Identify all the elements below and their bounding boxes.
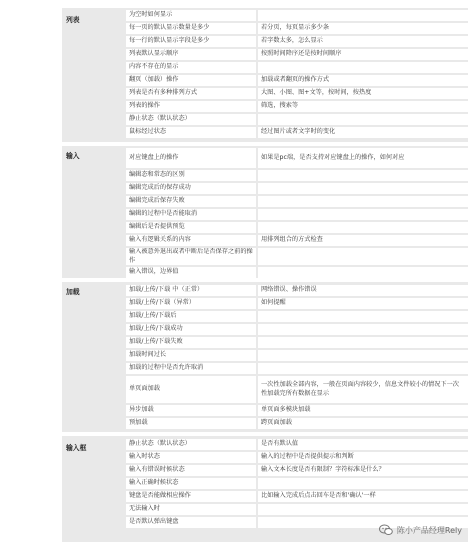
item-cell: 加载/上传/下载失败 [126, 337, 256, 348]
item-cell: 加载/上传/下载后 [126, 311, 256, 322]
note-cell [258, 324, 468, 335]
note-cell: 如何提醒 [258, 298, 468, 309]
table-row [126, 363, 468, 374]
note-cell [258, 248, 468, 265]
table-row [126, 311, 468, 322]
note-cell [258, 363, 468, 374]
table-row [126, 23, 468, 34]
note-cell: 网络错误、操作错误 [258, 285, 468, 296]
table-row [126, 491, 468, 502]
item-cell: 输入有错误时候状态 [126, 465, 256, 476]
note-cell: 筛选，搜索等 [258, 101, 468, 112]
table-row [126, 62, 468, 73]
item-cell: 输入有逻辑关系的内容 [126, 235, 256, 246]
table-row [126, 337, 468, 348]
note-cell: 经过图片或者文字时的变化 [258, 127, 468, 138]
item-cell: 为空时如何显示 [126, 10, 256, 21]
item-cell: 加载时间过长 [126, 350, 256, 361]
table-row [126, 49, 468, 60]
table-row [126, 209, 468, 220]
table-row [126, 248, 468, 265]
item-cell: 加载/上传/下载 中（正常） [126, 285, 256, 296]
note-cell [258, 209, 468, 220]
note-cell: 用排列组合的方式检查 [258, 235, 468, 246]
note-cell: 输入的过程中是否提供提示和判断 [258, 452, 468, 463]
note-cell [258, 62, 468, 73]
table-row [126, 298, 468, 309]
item-cell: 编辑态和常态的区别 [126, 170, 256, 181]
wechat-icon [379, 524, 393, 536]
note-cell: 一次性加载全部内容，一般在页面内容较少，信息文件较小的情况下一次性加载完所有数据在显示 [258, 376, 468, 403]
item-cell: 内容不存在的显示 [126, 62, 256, 73]
note-cell [258, 114, 468, 125]
item-cell: 输入正确时候状态 [126, 478, 256, 489]
table-row [126, 405, 468, 416]
item-cell: 列表默认显示顺序 [126, 49, 256, 60]
item-cell: 是否默认弹出键盘 [126, 517, 256, 528]
note-cell: 加载或者翻页的操作方式 [258, 75, 468, 86]
table-row [126, 376, 468, 403]
note-cell: 单页面多模块加载 [258, 405, 468, 416]
item-cell: 对应键盘上的操作 [126, 148, 256, 168]
item-cell: 预加载 [126, 418, 256, 429]
item-cell: 无法输入时 [126, 504, 256, 515]
section-label-input: 输入 [66, 152, 80, 160]
item-cell: 静止状态（默认状态） [126, 439, 256, 450]
table-row [126, 267, 468, 278]
item-cell: 编辑完成后的保存成功 [126, 183, 256, 194]
note-cell [258, 478, 468, 489]
note-cell [258, 222, 468, 233]
table-row [126, 504, 468, 515]
table-row [126, 88, 468, 99]
table-row [126, 478, 468, 489]
section-label-inputbox: 输入框 [66, 444, 87, 452]
section-label-list: 列表 [66, 16, 80, 24]
section-label-loading: 加载 [66, 288, 80, 296]
item-cell: 输入错误，边界值 [126, 267, 256, 278]
item-cell: 翻页（加载）操作 [126, 75, 256, 86]
item-cell: 单页面加载 [126, 376, 256, 403]
note-cell: 比如输入完成后点击回车是否和'确认'一样 [258, 491, 468, 502]
item-cell: 编辑完成后保存失败 [126, 196, 256, 207]
item-cell: 每一页的默认显示数量是多少 [126, 23, 256, 34]
table-row [126, 36, 468, 47]
note-cell [258, 183, 468, 194]
table-row [126, 101, 468, 112]
table-row [126, 183, 468, 194]
table-row [126, 222, 468, 233]
note-cell [258, 170, 468, 181]
note-cell [258, 267, 468, 278]
item-cell: 加载/上传/下载成功 [126, 324, 256, 335]
item-cell: 加载/上传/下载（异常） [126, 298, 256, 309]
note-cell: 输入文本长度是否有限制？字符标准是什么？ [258, 465, 468, 476]
table-row [126, 75, 468, 86]
table-row [126, 114, 468, 125]
note-cell: 大图、小图、图+文等，按时间，按热度 [258, 88, 468, 99]
note-cell: 是否有默认值 [258, 439, 468, 450]
table-row [126, 285, 468, 296]
table-row [126, 418, 468, 429]
note-cell [258, 311, 468, 322]
table-row [126, 439, 468, 450]
table-row [126, 170, 468, 181]
note-cell: 按照时间降序还是按时间顺序 [258, 49, 468, 60]
item-cell: 输入时状态 [126, 452, 256, 463]
note-cell [258, 10, 468, 21]
item-cell: 编辑后是否提供预览 [126, 222, 256, 233]
table-row [126, 324, 468, 335]
item-cell: 鼠标经过状态 [126, 127, 256, 138]
item-cell: 加载的过程中是否允许取消 [126, 363, 256, 374]
table-row [126, 452, 468, 463]
note-cell [258, 350, 468, 361]
item-cell: 输入被意外退出或者中断后是否保存之前的操作 [126, 248, 256, 265]
note-cell [258, 337, 468, 348]
item-cell: 每一行的默认显示字段是多少 [126, 36, 256, 47]
watermark [379, 524, 462, 536]
table-row [126, 196, 468, 207]
note-cell: 跨页面加载 [258, 418, 468, 429]
item-cell: 列表的操作 [126, 101, 256, 112]
watermark-text: 陈小产品经理Rely [396, 525, 462, 535]
note-cell: 如果是pc端，是否支持对应键盘上的操作，如何对应 [258, 148, 468, 168]
item-cell: 异步加载 [126, 405, 256, 416]
item-cell: 键盘是否能做相应操作 [126, 491, 256, 502]
note-cell: 若分页，每页显示多少条 [258, 23, 468, 34]
item-cell: 静止状态（默认状态） [126, 114, 256, 125]
table-row [126, 127, 468, 138]
table-row [126, 465, 468, 476]
item-cell: 列表是否有多种排列方式 [126, 88, 256, 99]
note-cell [258, 196, 468, 207]
table-row [126, 350, 468, 361]
note-cell: 若字数太多，怎么显示 [258, 36, 468, 47]
table-row [126, 235, 468, 246]
item-cell: 编辑的过程中是否能取消 [126, 209, 256, 220]
table-row [126, 10, 468, 21]
note-cell [258, 504, 468, 515]
table-row [126, 148, 468, 168]
